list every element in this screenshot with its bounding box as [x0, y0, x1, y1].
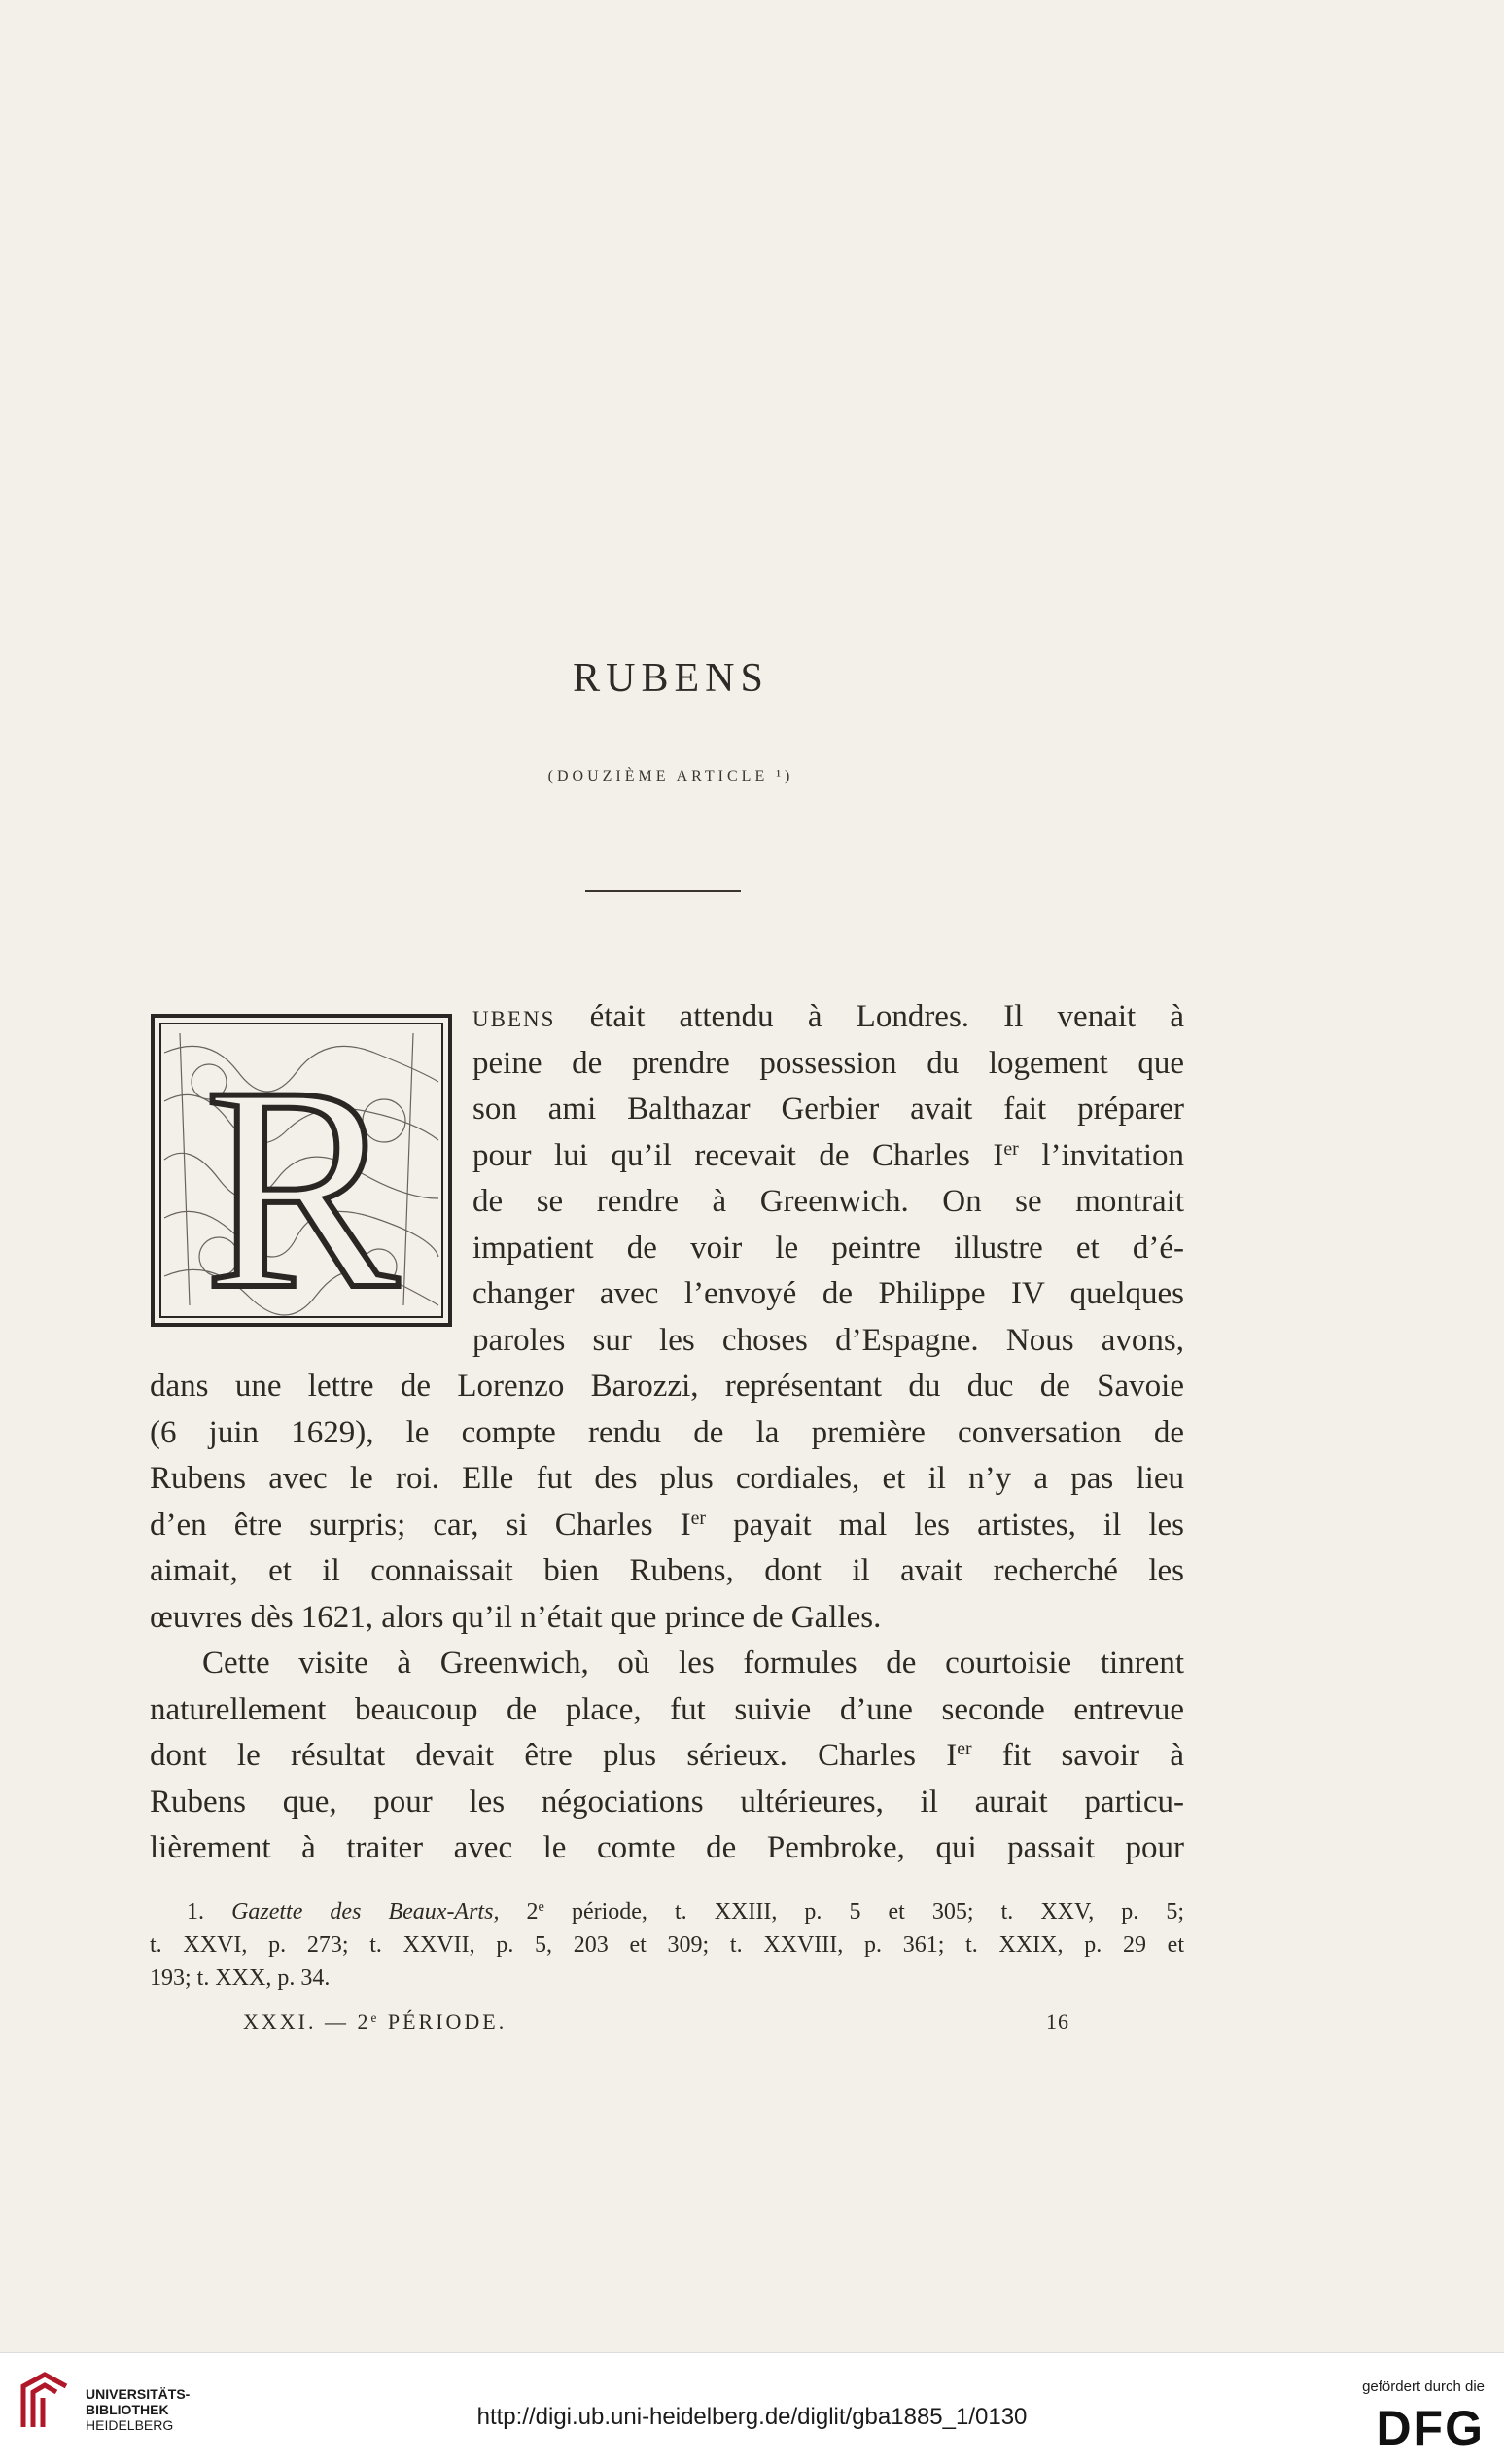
text-run: était attendu à Londres. Il venait à — [555, 999, 1184, 1034]
body-line: (6 juin 1629), le compte rendu de la première conversation de — [150, 1414, 1184, 1450]
journal-title: Gazette des Beaux-Arts, — [231, 1899, 500, 1925]
body-line: lièrement à traiter avec le comte de Pembroke, qui passait pour — [150, 1830, 1184, 1865]
body-line: impatient de voir le peintre illustre et d’é- — [472, 1230, 1184, 1266]
body-line: changer avec l’envoyé de Philippe IV quelques — [472, 1276, 1184, 1311]
body-line: de se rendre à Greenwich. On se montrait — [472, 1184, 1184, 1219]
body-line: d’en être surpris; car, si Charles Ier payait mal les artistes, il les — [150, 1507, 1184, 1543]
body-line: aimait, et il connaissait bien Rubens, dont il avait recherché les — [150, 1553, 1184, 1588]
body-line: dont le résultat devait être plus sérieux. Charles Ier fit savoir à — [150, 1738, 1185, 1773]
body-line: peine de prendre possession du logement que — [472, 1045, 1184, 1081]
article-body — [150, 994, 1184, 1872]
dfg-logo: DFG — [1376, 2401, 1485, 2455]
footnote-line: 1. Gazette des Beaux-Arts, 2e période, t. XXIII, p. 5 et 305; t. XXV, p. 5; — [187, 1899, 1185, 1925]
footnotes — [150, 1895, 1184, 1995]
smallcaps-text: ubens — [472, 999, 556, 1034]
body-line: pour lui qu’il recevait de Charles Ier l’invitation — [472, 1137, 1184, 1173]
volume-label: XXXI. — 2 — [243, 2009, 371, 2033]
body-line: dans une lettre de Lorenzo Barozzi, représentant du duc de Savoie — [150, 1369, 1184, 1404]
page-number: 16 — [1046, 2009, 1069, 2033]
body-line: son ami Balthazar Gerbier avait fait préparer — [472, 1092, 1184, 1127]
article-subtitle: (DOUZIÈME ARTICLE ¹) — [547, 768, 794, 784]
article-title: RUBENS — [573, 656, 769, 701]
body-line: naturellement beaucoup de place, fut suivie d’une seconde entrevue — [150, 1691, 1184, 1727]
body-line — [472, 994, 1184, 1041]
period-label: PÉRIODE. — [379, 2009, 507, 2033]
sponsor-label: gefördert durch die — [1362, 2378, 1485, 2395]
title-separator-rule — [585, 890, 741, 892]
dropcap-letter: R — [203, 1026, 400, 1327]
body-line: œuvres dès 1621, alors qu’il n’était que prince de Galles. — [150, 1599, 882, 1635]
footnote-line: 193; t. XXX, p. 34. — [150, 1965, 331, 1991]
body-line: Rubens que, pour les négociations ultérieures, il aurait particu- — [150, 1784, 1184, 1820]
running-footer: XXXI. — 2e PÉRIODE. 16 — [243, 2009, 1069, 2033]
permalink-url[interactable]: http://digi.ub.uni-heidelberg.de/diglit/gba1885_1/0130 — [476, 2404, 1028, 2430]
body-line: Cette visite à Greenwich, où les formules de courtoisie tinrent — [202, 1646, 1184, 1681]
digitization-footer — [0, 2352, 1504, 2464]
body-line: Rubens avec le roi. Elle fut des plus cordiales, et il n’y a pas lieu — [150, 1461, 1184, 1496]
library-name: UNIVERSITÄTS- BIBLIOTHEK HEIDELBERG — [86, 2386, 191, 2433]
footnote-line: t. XXVI, p. 273; t. XXVII, p. 5, 203 et 309; t. XXVIII, p. 361; t. XXIX, p. 29 et — [150, 1932, 1184, 1958]
body-line: paroles sur les choses d’Espagne. Nous avons, — [472, 1322, 1184, 1358]
